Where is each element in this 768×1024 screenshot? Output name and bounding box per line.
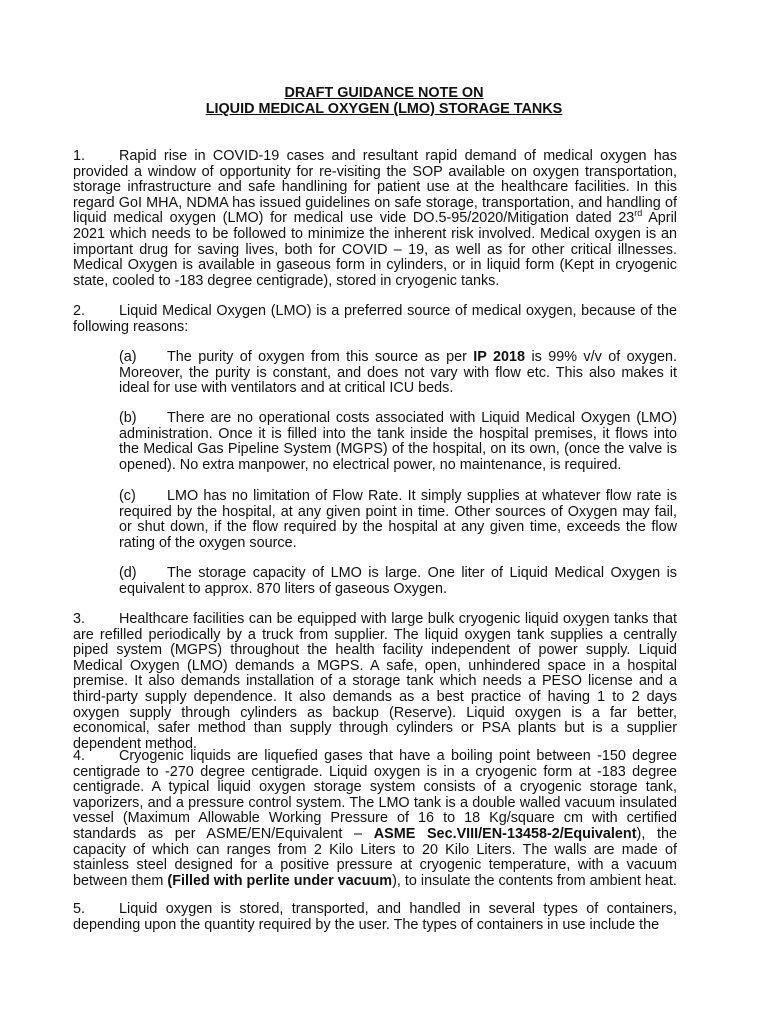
paragraph-2: [73, 304, 677, 335]
bold-text: ASME Sec.VIII/EN-13458-2/Equivalent: [373, 825, 637, 842]
superscript: rd: [634, 208, 643, 219]
paragraph-number: 5.: [73, 901, 86, 917]
paragraph-text: Liquid Medical Oxygen (LMO) is a preferred source of medical oxygen, because of the following reasons:: [73, 303, 677, 335]
paragraph-3: [73, 612, 677, 752]
subparagraph-c: [119, 489, 677, 551]
paragraph-number: 3.: [73, 611, 86, 627]
bold-text: IP 2018: [473, 349, 526, 365]
title-line-1: DRAFT GUIDANCE NOTE ON: [284, 85, 484, 101]
paragraph-text-end: ), to insulate the contents from ambient heat.: [392, 872, 677, 889]
subparagraph-text-cont: is 99% v/v of oxygen. Moreover, the purity is constant, and does not vary with flow etc. This also makes it ideal for use with ventilators and at critical ICU beds.: [119, 349, 677, 397]
subparagraph-d: [119, 566, 677, 597]
subparagraph-label: (c): [119, 488, 136, 504]
subparagraph-label: (a): [119, 349, 137, 365]
paragraph-text: Healthcare facilities can be equipped with large bulk cryogenic liquid oxygen tanks that are refilled periodically by a truck from supplier. The liquid oxygen tank supplies a centrally piped system (MGPS) throughout the health facility independent of power supply. Liquid Medical Oxygen (LMO) demands a MGPS. A safe, open, unhindered space in a hospital premise. It also demands installation of a storage tank which needs a PESO license and a third-party supply dependence. It also demands as a best practice of having 1 to 2 days oxygen supply through cylinders as backup (Reserve). Liquid oxygen is a far better, economical, safer method than supply through cylinders or PSA plants but is a supplier dependent method.: [73, 611, 677, 752]
subparagraph-label: (d): [119, 565, 137, 581]
paragraph-text: Rapid rise in COVID-19 cases and resultant rapid demand of medical oxygen has provided a window of opportunity for re-visiting the SOP available on oxygen transportation, storage infrastructure and safe handlining for patient use at the healthcare facilities. In this regard GoI MHA, NDMA has issued guidelines on safe storage, transportation, and handling of liquid medical oxygen (LMO) for medical use vide DO.5-95/2020/Mitigation dated 23: [73, 148, 677, 227]
paragraph-number: 4.: [73, 748, 86, 764]
paragraph-text-cont: April 2021 which needs to be followed to minimize the inherent risk involved. Medical oxygen is an important drug for saving lives, both for COVID – 19, as well as for other critical illnesses. Medical Oxygen is available in gaseous form in cylinders, or in liquid form (Kept in cryogenic state, cooled to -183 degree centigrade), stored in cryogenic tanks.: [73, 210, 677, 289]
subparagraph-text: LMO has no limitation of Flow Rate. It simply supplies at whatever flow rate is required by the hospital, at any given point in time. Other sources of Oxygen may fail, or shut down, if the flow required by the hospital at any given time, exceeds the flow rating of the oxygen source.: [119, 488, 677, 551]
subparagraph-label: (b): [119, 410, 137, 426]
paragraph-4: [73, 749, 677, 889]
subparagraph-text: The storage capacity of LMO is large. One liter of Liquid Medical Oxygen is equivalent to approx. 870 liters of gaseous Oxygen.: [119, 565, 677, 597]
paragraph-text: Cryogenic liquids are liquefied gases that have a boiling point between -150 degree centigrade to -270 degree centigrade. Liquid oxygen is in a cryogenic form at -183 degree centigrade. A typical liquid oxygen storage system consists of a cryogenic storage tank, vaporizers, and a pressure control system. The LMO tank is a double walled vacuum insulated vessel (Maximum Allowable Working Pressure of 16 to 18 Kg/square cm with certified standards as per ASME/EN/Equivalent –: [73, 748, 677, 842]
subparagraph-b: [119, 411, 677, 473]
paragraph-number: 1.: [73, 148, 86, 164]
paragraph-1: [73, 149, 677, 289]
document-title: [0, 86, 768, 118]
paragraph-text-cont: ), the capacity of which can ranges from 2 Kilo Liters to 20 Kilo Liters. The walls are made of stainless steel designed for a positive pressure at cryogenic temperature, with a vacuum between them: [73, 825, 677, 889]
subparagraph-text: There are no operational costs associated with Liquid Medical Oxygen (LMO) administration. Once it is filled into the tank inside the hospital premises, it flows into the Medical Gas Pipeline System (MGPS) of the hospital, on its own, (once the valve is opened). No extra manpower, no electrical power, no maintenance, is required.: [119, 410, 677, 473]
paragraph-text: Liquid oxygen is stored, transported, and handled in several types of containers, depending upon the quantity required by the user. The types of containers in use include the: [73, 901, 677, 933]
subparagraph-text: The purity of oxygen from this source as per: [167, 349, 474, 365]
paragraph-number: 2.: [73, 303, 86, 319]
paragraph-5: [73, 902, 677, 933]
title-line-2: LIQUID MEDICAL OXYGEN (LMO) STORAGE TANKS: [205, 101, 563, 117]
subparagraph-a: [119, 350, 677, 397]
bold-text-2: (Filled with perlite under vacuum: [167, 872, 393, 889]
